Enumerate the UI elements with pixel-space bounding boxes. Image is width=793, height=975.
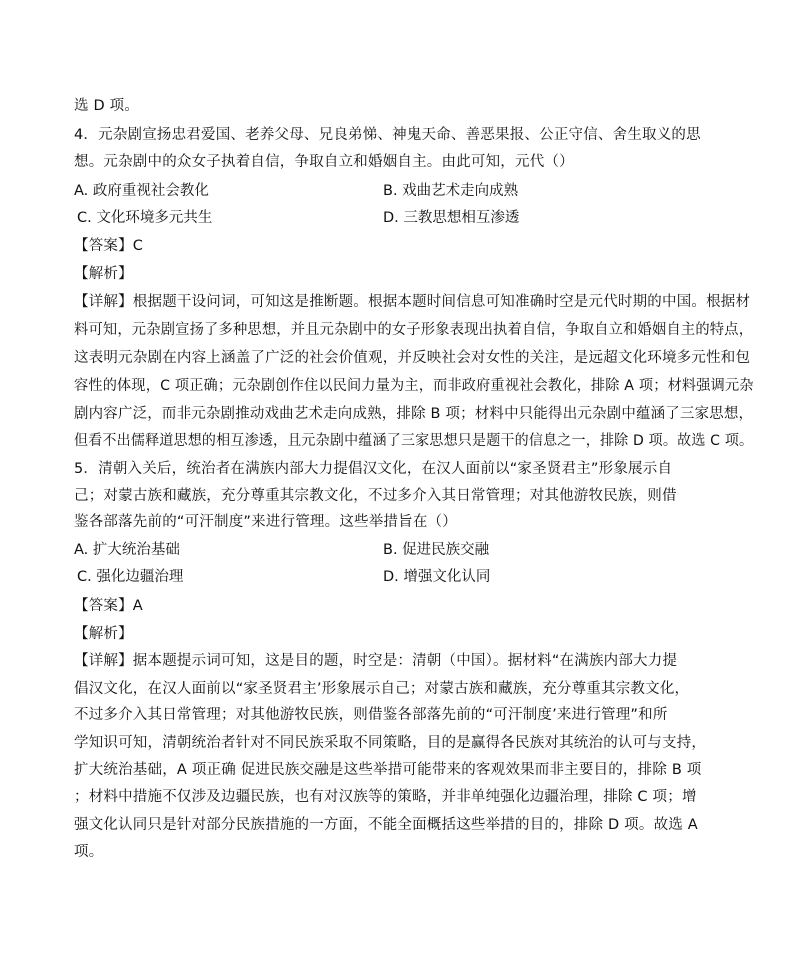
q4-detail-line-4: 容性的体现，C 项正确；元杂剧创作住以民间力量为主，而非政府重视社会教化，排除 A 项；材料强调元杂 — [74, 378, 754, 394]
q5-option-c: C. 强化边疆治理 — [77, 569, 184, 585]
q5-analysis-heading: 【解析】 — [74, 626, 133, 642]
q4-analysis-heading: 【解析】 — [74, 266, 133, 282]
q5-stem-line-3: 鉴各部落先前的“可汗制度”来进行管理。这些举措旨在（） — [74, 514, 457, 530]
q5-stem-line-2: 己；对蒙古族和藏族，充分尊重其宗教文化，不过多介入其日常管理；对其他游牧民族，则借 — [74, 488, 677, 504]
q4-detail-line-5: 剧内容广泛，而非元杂剧推动戏曲艺术走向成熟，排除 B 项；材料中只能得出元杂剧中蕴涵了三家思想， — [74, 406, 754, 422]
q5-detail-line-3: 不过多介入其日常管理；对其他游牧民族，则借鉴各部落先前的“可汗制度’来进行管理”和所 — [74, 707, 668, 723]
q5-detail-line-7: 强文化认同只是针对部分民族措施的一方面，不能全面概括这些举措的目的，排除 D 项。故选 A — [74, 817, 698, 833]
q4-detail-line-6: 但看不出儒释道思想的相互渗透，且元杂剧中蕴涵了三家思想只是题干的信息之一，排除 D 项。故选 C 项。 — [74, 433, 754, 449]
q4-option-a: A. 政府重视社会教化 — [74, 183, 209, 199]
q4-stem-line-2: 想。元杂剧中的众女子执着自信，争取自立和婚姻自主。由此可知，元代（） — [74, 154, 574, 170]
q4-answer: 【答案】C — [74, 238, 144, 254]
q5-detail-line-1: 【详解】据本题提示词可知，这是目的题，时空是：清朝（中国）。据材料“在满族内部大力提 — [74, 653, 678, 669]
q5-detail-line-4: 学知识可知，清朝统治者针对不同民族采取不同策略，目的是赢得各民族对其统治的认可与支持， — [74, 735, 707, 751]
previous-answer-tail: 选 D 项。 — [74, 98, 140, 114]
q5-answer: 【答案】A — [74, 598, 143, 614]
q4-detail-line-3: 这表明元杂剧在内容上涵盖了广泛的社会价值观，并反映社会对女性的关注，是远超文化环境多元性和包 — [74, 350, 751, 366]
q5-stem-line-1: 5．清朝入关后，统治者在满族内部大力提倡汉文化，在汉人面前以“家圣贤君主”形象展示自 — [74, 461, 673, 477]
q5-option-d: D. 增强文化认同 — [383, 569, 491, 585]
q4-stem-line-1: 4．元杂剧宣扬忠君爱国、老养父母、兄良弟悌、神鬼天命、善恶果报、公正守信、舍生取义的思 — [74, 127, 701, 143]
q4-option-b: B. 戏曲艺术走向成熟 — [383, 183, 519, 199]
q5-detail-line-5: 扩大统治基础，A 项正确 促进民族交融是这些举措可能带来的客观效果而非主要目的，排除 B 项 — [74, 762, 702, 778]
q5-option-a: A. 扩大统治基础 — [74, 542, 180, 558]
q5-detail-line-2: 倡汉文化，在汉人面前以“家圣贤君主’形象展示自己；对蒙古族和藏族，充分尊重其宗教文化， — [74, 681, 690, 697]
q5-option-b: B. 促进民族交融 — [383, 542, 490, 558]
q4-option-c: C. 文化环境多元共生 — [77, 210, 213, 226]
q5-detail-line-8: 项。 — [74, 844, 104, 860]
q4-detail-line-2: 料可知，元杂剧宣扬了多种思想，并且元杂剧中的女子形象表现出执着自信，争取自立和婚姻自主的特点， — [74, 322, 754, 338]
q5-detail-line-6: ；材料中措施不仅涉及边疆民族，也有对汉族等的策略，并非单纯强化边疆治理，排除 C 项；增 — [74, 789, 697, 805]
q4-detail-line-1: 【详解】根据题干设问词，可知这是推断题。根据本题时间信息可知准确时空是元代时期的中国。根据材 — [74, 294, 751, 310]
q4-option-d: D. 三教思想相互渗透 — [383, 210, 520, 226]
